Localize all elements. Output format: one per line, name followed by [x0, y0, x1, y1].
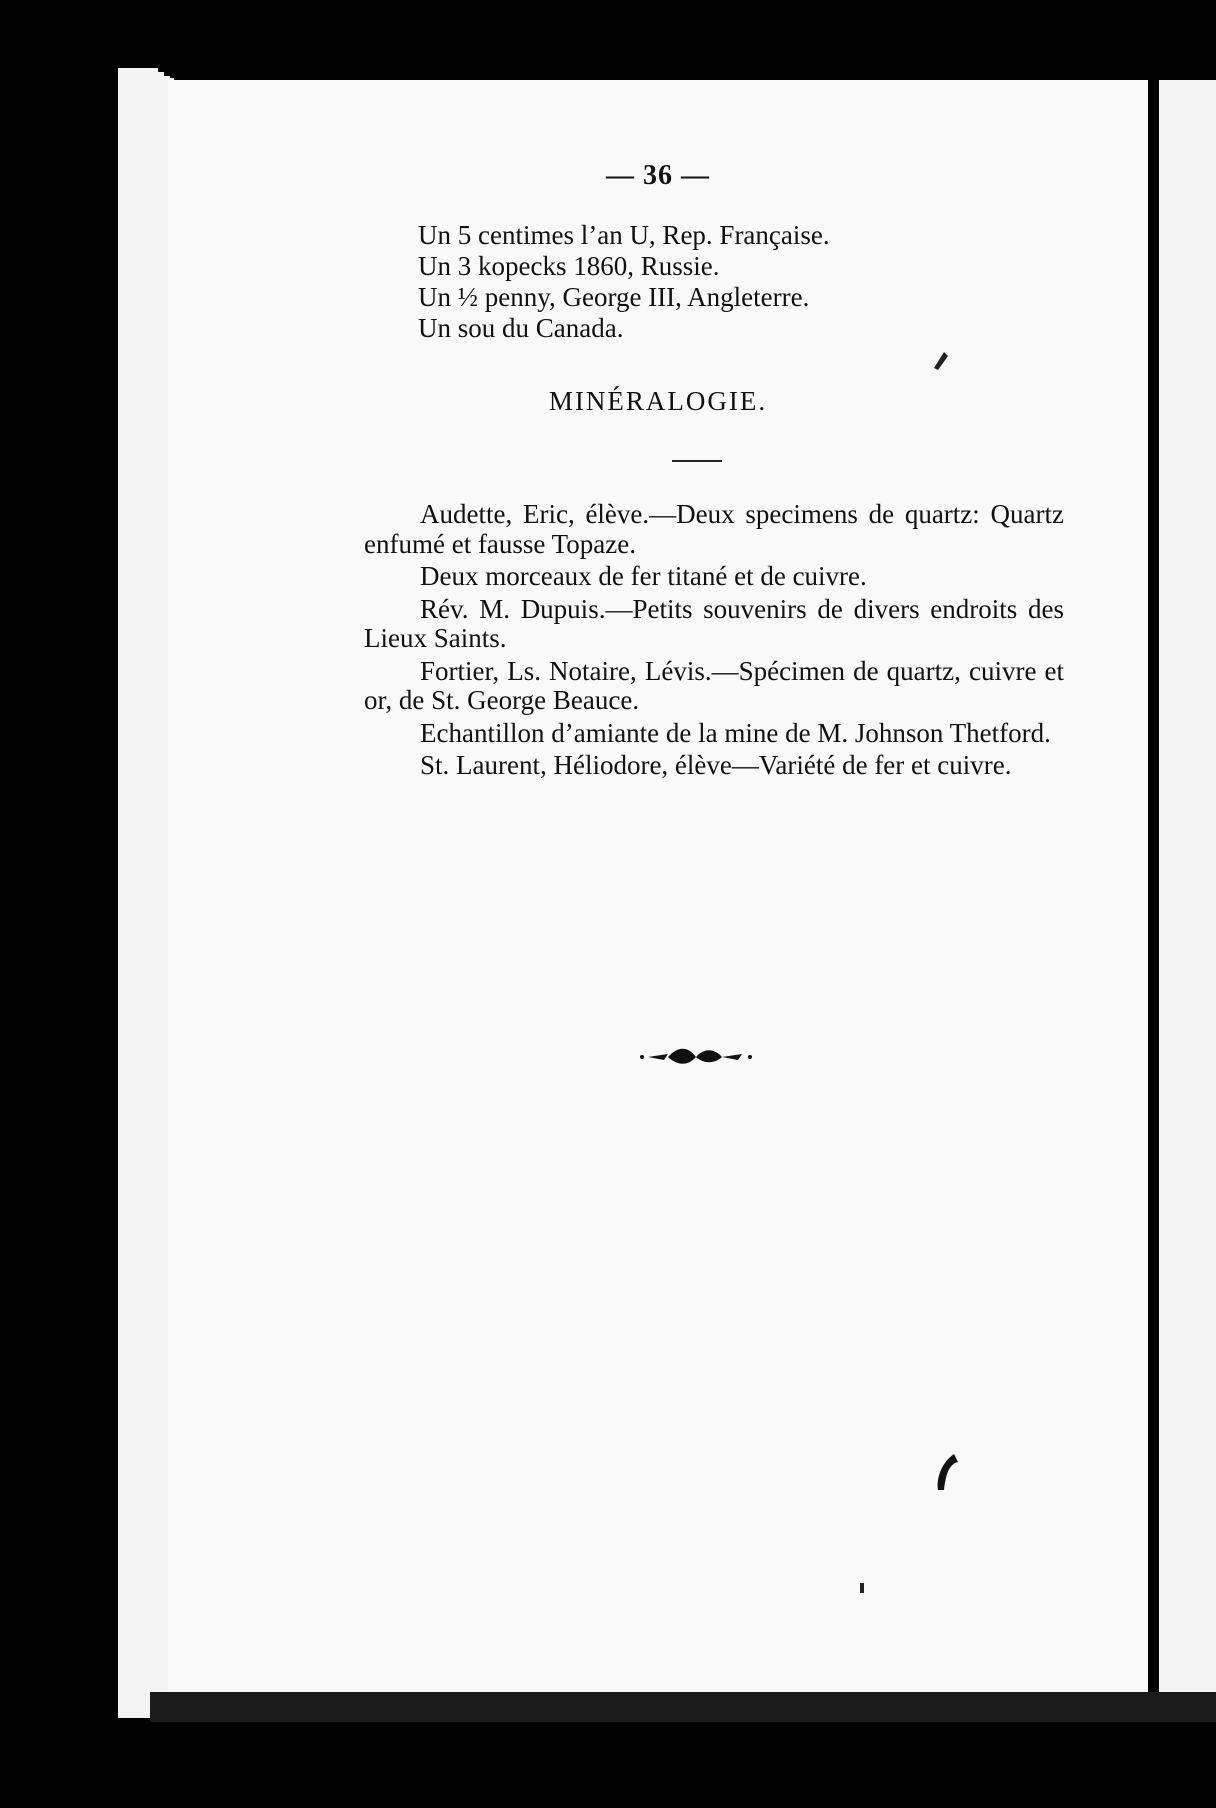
mineral-entries: [364, 500, 1064, 784]
entry-paragraph: St. Laurent, Héliodore, élève—Variété de fer et cuivre.: [420, 750, 1012, 780]
scan-border: [150, 1692, 1216, 1722]
divider: [672, 460, 722, 462]
entry-paragraph: Deux morceaux de fer titané et de cuivre.: [420, 561, 867, 591]
entry-paragraph: Rév. M. Dupuis.—Petits souvenirs de divers endroits des Lieux Saints.: [364, 593, 1064, 653]
ink-mark-icon: [932, 1450, 962, 1492]
list-item: Un 3 kopecks 1860, Russie.: [418, 251, 720, 281]
entry-paragraph: Audette, Eric, élève.—Deux specimens de quartz: Quartz enfumé et fausse Topaze.: [364, 499, 1064, 559]
book-page: [168, 80, 1148, 1692]
page-number: — 36 —: [606, 160, 710, 191]
list-item: Un sou du Canada.: [418, 313, 624, 343]
ink-mark-icon: [858, 1582, 866, 1594]
list-item: Un 5 centimes l’an U, Rep. Française.: [418, 220, 830, 250]
adjacent-page-edge: [1154, 80, 1216, 1692]
section-title: MINÉRALOGIE.: [548, 386, 768, 416]
entry-paragraph: Echantillon d’amiante de la mine de M. Johnson Thetford.: [420, 717, 1051, 748]
list-item: Un ½ penny, George III, Angleterre.: [418, 282, 810, 312]
coin-list: [418, 220, 1038, 344]
ornament-icon: [638, 1042, 758, 1072]
entry-paragraph: Fortier, Ls. Notaire, Lévis.—Spécimen de quartz, cuivre et or, de St. George Beauce.: [364, 655, 1064, 715]
ink-mark-icon: [930, 348, 950, 372]
